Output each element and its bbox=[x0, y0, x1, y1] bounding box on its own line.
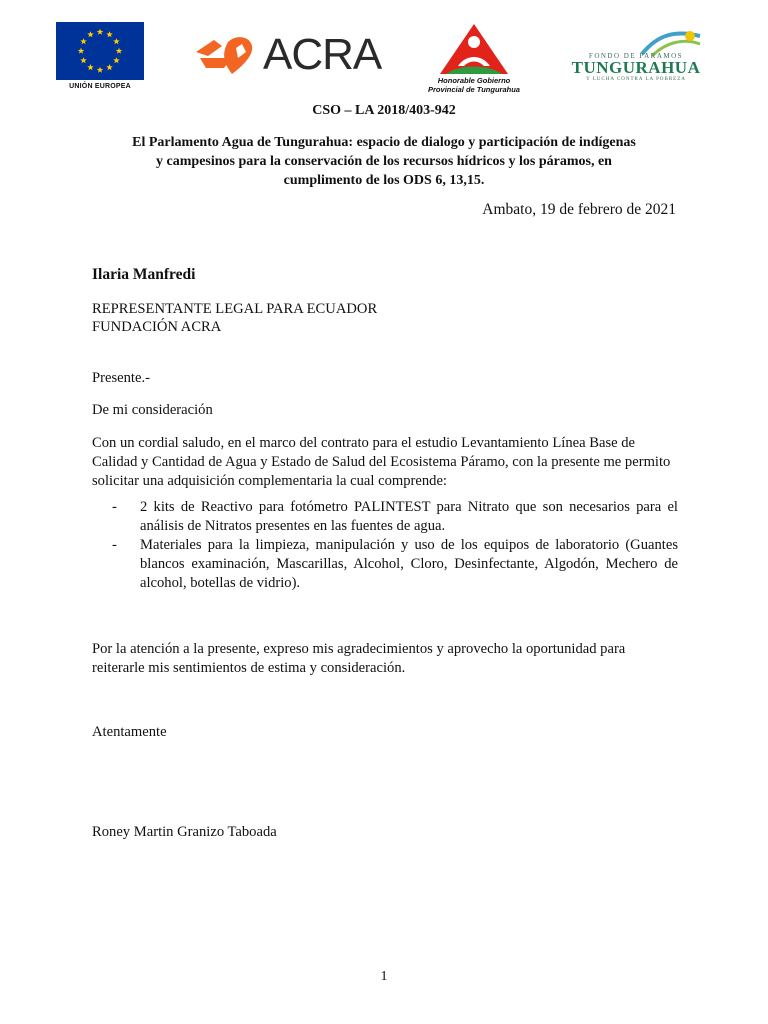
list-item bbox=[112, 536, 678, 593]
acra-logo-icon bbox=[192, 34, 262, 78]
recipient-organization: FUNDACIÓN ACRA bbox=[92, 319, 222, 335]
list-item-text: 2 kits de Reactivo para fotómetro PALINTEST para Nitrato que son necesarios para el análisis de Nitratos presentes en las fuentes de agua. bbox=[140, 499, 678, 534]
document-code: CSO – LA 2018/403-942 bbox=[312, 103, 456, 118]
list-bullet: - bbox=[112, 537, 117, 553]
project-title-line-1: El Parlamento Agua de Tungurahua: espacio de dialogo y participación de indígenas bbox=[132, 135, 636, 150]
recipient-name: Ilaria Manfredi bbox=[92, 266, 196, 283]
list-item-text: Materiales para la limpieza, manipulación y uso de los equipos de laboratorio (Guantes blancos examinación, Mascarillas, Alcohol, Cloro, Desinfectante, Algodón, Mechero de alcohol, botellas de vidrio). bbox=[140, 537, 678, 591]
acra-logo-text: ACRA bbox=[263, 30, 382, 79]
hgp-logo-text bbox=[414, 76, 534, 94]
fpt-sub-text: Y LUCHA CONTRA LA POBREZA bbox=[586, 77, 686, 82]
page-number: 1 bbox=[380, 969, 388, 984]
project-title-line-2: y campesinos para la conservación de los recursos hídricos y los páramos, en bbox=[156, 154, 612, 169]
project-title-line-3: cumplimento de los ODS 6, 13,15. bbox=[283, 173, 485, 188]
fpt-top-text: FONDO DE PARAMOS bbox=[588, 52, 684, 60]
recipient-title: REPRESENTANTE LEGAL PARA ECUADOR bbox=[92, 301, 378, 317]
signer-name: Roney Martin Granizo Taboada bbox=[92, 824, 277, 840]
letter-date: Ambato, 19 de febrero de 2021 bbox=[482, 201, 676, 218]
eu-flag-icon bbox=[56, 22, 144, 80]
fpt-main-text: TUNGURAHUA bbox=[571, 58, 701, 77]
hgp-line-1: Honorable Gobierno bbox=[437, 76, 511, 85]
body-paragraph: Con un cordial saludo, en el marco del contrato para el estudio Levantamiento Línea Base de Calidad y Cantidad de Agua y Estado de Salud del Ecosistema Páramo, con la presente me permito solicitar una adquisición complementaria la cual comprende: bbox=[92, 435, 671, 489]
greeting: Presente.- bbox=[92, 370, 150, 386]
project-title bbox=[92, 133, 676, 190]
salutation: De mi consideración bbox=[92, 402, 213, 418]
hgp-line-2: Provincial de Tungurahua bbox=[428, 85, 520, 94]
list-item bbox=[112, 498, 678, 536]
hgp-logo-icon bbox=[438, 22, 510, 76]
request-list bbox=[112, 498, 678, 593]
sign-off: Atentamente bbox=[92, 724, 167, 740]
closing-paragraph: Por la atención a la presente, expreso mis agradecimientos y aprovecho la oportunidad para reiterarle mis sentimientos de estima y consideración. bbox=[92, 641, 626, 676]
eu-label: UNIÓN EUROPEA bbox=[69, 83, 131, 90]
list-bullet: - bbox=[112, 499, 117, 515]
